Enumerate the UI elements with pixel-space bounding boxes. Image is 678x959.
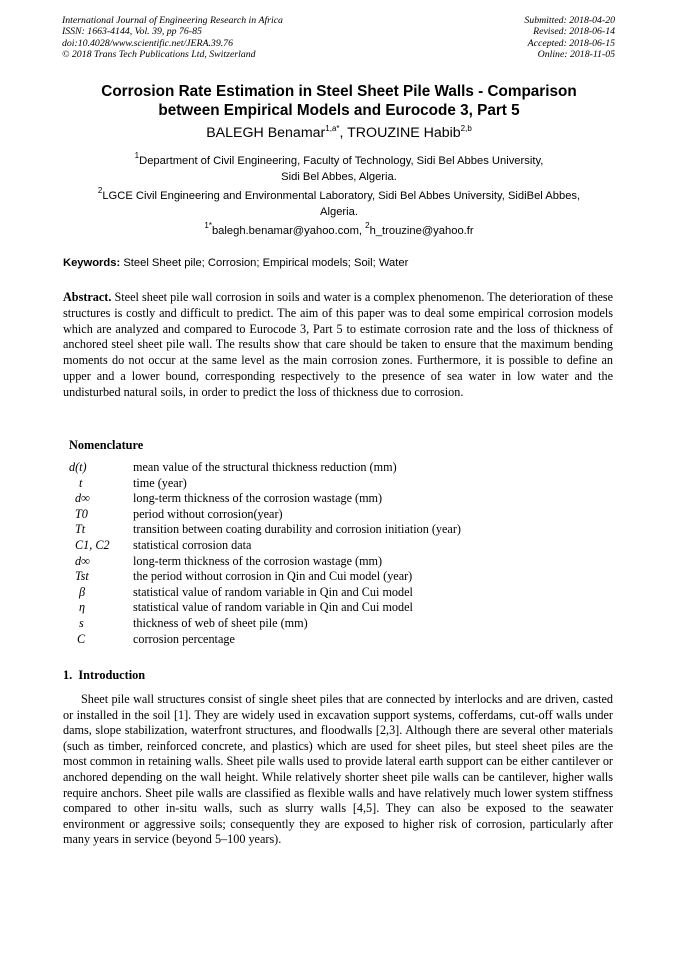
author-sup: 1,a* [325,124,340,133]
nomenclature-symbol: η [79,600,86,615]
affiliation-line: Algeria. [320,205,358,218]
nomenclature-symbol: d(t) [69,460,87,474]
nomenclature-symbol: C1, C2 [75,537,110,552]
email-sup: 1* [204,221,212,230]
nomenclature-symbol: Tst [75,569,89,584]
author-list: BALEGH Benamar$^{1,a*}$, TROUZINE Habib$^{2,b}$ [206,124,472,141]
title-line: Corrosion Rate Estimation in Steel Sheet Pile Walls - Comparison [101,83,577,100]
affiliation-line: Sidi Bel Abbes, Algeria. [281,170,397,183]
nomenclature-definition: statistical value of random variable in Qin and Cui model [133,600,413,615]
nomenclature-symbol: Tt [75,522,86,537]
nomenclature-symbol: d∞ [75,553,90,568]
nomenclature-symbol: C [77,631,86,646]
nomenclature-title: Nomenclature [69,438,144,452]
nomenclature-row [69,554,614,570]
introduction-paragraph: Sheet pile wall structures consist of single sheet piles that are connected by interlocks and are driven, casted or installed in the soil [1]. They are widely used in excavation support systems, cofferdams, cut-off walls under dams, slope stabilization, waterfront structures, and floodwalls [2,3]. Although there are several other materials (such as timber, reinforced concrete, and plastics) which are used for sheet piles, but steel sheet piles are the most common in retaining walls. Sheet pile walls used to provide lateral earth support can be either cantilever or anchored depending on the wall height. While relatively shorter sheet pile walls can be cantilever, higher walls require anchors. Sheet pile walls are classified as flexible walls and have relatively much lower system stiffness compared to other in-situ walls, such as slurry walls [4,5]. They can also be exposed to the seawater environment or aggressive soils; consequently they are exposed to higher risk of corrosion, particularly after many years in service (beyond 5–100 years). [63,692,613,847]
section-heading [63,668,145,683]
nomenclature-row [69,460,614,476]
keywords [63,257,408,269]
nomenclature-definition: statistical corrosion data [133,537,252,552]
nomenclature-definition: transition between coating durability and corrosion initiation (year) [133,522,461,537]
nomenclature-symbol: s [79,615,84,630]
title-line: between Empirical Models and Eurocode 3, Part 5 [158,102,520,119]
keywords-label: Keywords: [63,257,121,269]
date-online: Online: 2018-11-05 [537,49,615,61]
email-sup: 2 [365,221,370,230]
nomenclature-definition: long-term thickness of the corrosion wastage (mm) [133,491,383,506]
section-number: 1. [63,668,73,682]
nomenclature-row [69,491,614,507]
date-revised: Revised: 2018-06-14 [533,26,615,38]
nomenclature-definition: corrosion percentage [133,631,235,646]
email-link[interactable]: balegh.benamar@yahoo.com [211,225,359,237]
section-title: Introduction [78,668,146,682]
paper-title [40,82,638,120]
nomenclature-row [69,632,614,648]
nomenclature-definition: thickness of web of sheet pile (mm) [133,615,308,630]
nomenclature-definition: time (year) [133,475,187,490]
date-accepted: Accepted: 2018-06-15 [527,37,615,49]
nomenclature-symbol: d∞ [75,491,90,506]
nomenclature-row [69,538,614,554]
affiliation-1 [40,148,638,185]
author-sup: 2,b [460,124,472,133]
nomenclature-definition: mean value of the structural thickness reduction (mm) [133,460,397,474]
affiliation-line: LGCE Civil Engineering and Environmental Laboratory, Sidi Bel Abbes University, SidiBel Abbes, [102,190,581,202]
submission-dates [524,15,615,61]
affiliation-sup: 1 [134,151,140,160]
nomenclature-list [69,460,614,647]
nomenclature-symbol: β [79,584,86,599]
nomenclature-row [69,569,614,585]
nomenclature-symbol: T0 [75,506,88,521]
affiliation-line: Department of Civil Engineering, Faculty of Technology, Sidi Bel Abbes University, [139,155,544,167]
keywords-text: Steel Sheet pile; Corrosion; Empirical models; Soil; Water [123,257,409,269]
abstract-label: Abstract. [63,290,112,304]
journal-issn: ISSN: 1663-4144, Vol. 39, pp 76-85 [62,26,202,38]
nomenclature-row [69,585,614,601]
nomenclature-definition: the period without corrosion in Qin and Cui model (year) [133,569,413,584]
abstract [63,290,613,401]
nomenclature-definition: statistical value of random variable in Qin and Cui model [133,584,413,599]
abstract-text: Steel sheet pile wall corrosion in soils and water is a complex phenomenon. The deterioration of these structures is costly and difficult to predict. The aim of this paper was to deal some empirical corrosion models which are analyzed and compared to Eurocode 3, Part 5 to estimate corrosion rate and the loss of thickness of anchored steel sheet pile wall. The results show that care should be taken to ensure that the maximum bending moments do not occur at the same level as the main corrosion zones. Furthermore, it is possible to define an upper and a lower bound, corresponding respectively to the presence of sea water in low water and the undisturbed natural soils, in order to predict the loss of thickness due to corrosion. [63,290,614,399]
affiliation-sup: 2 [97,186,103,195]
email-link[interactable]: h_trouzine@yahoo.fr [369,225,474,237]
nomenclature-row [69,600,614,616]
author-name: TROUZINE Habib [347,125,461,141]
affiliation-2 [40,183,638,220]
author-name: BALEGH Benamar [206,125,326,141]
nomenclature-row [69,616,614,632]
journal-name: International Journal of Engineering Research in Africa [62,15,283,26]
date-submitted: Submitted: 2018-04-20 [524,15,615,26]
journal-info [62,15,283,61]
nomenclature-definition: long-term thickness of the corrosion wastage (mm) [133,553,383,568]
nomenclature-row [69,522,614,538]
author-emails: $^{1*}$balegh.benamar@yahoo.com, $^2$h_trouzine@yahoo.fr [204,221,474,237]
journal-copyright: © 2018 Trans Tech Publications Ltd, Switzerland [62,49,256,61]
nomenclature-row [69,476,614,492]
nomenclature-definition: period without corrosion(year) [133,506,283,521]
nomenclature-symbol: t [79,475,83,490]
journal-doi: doi:10.4028/www.scientific.net/JERA.39.76 [62,37,233,49]
nomenclature-row [69,507,614,523]
